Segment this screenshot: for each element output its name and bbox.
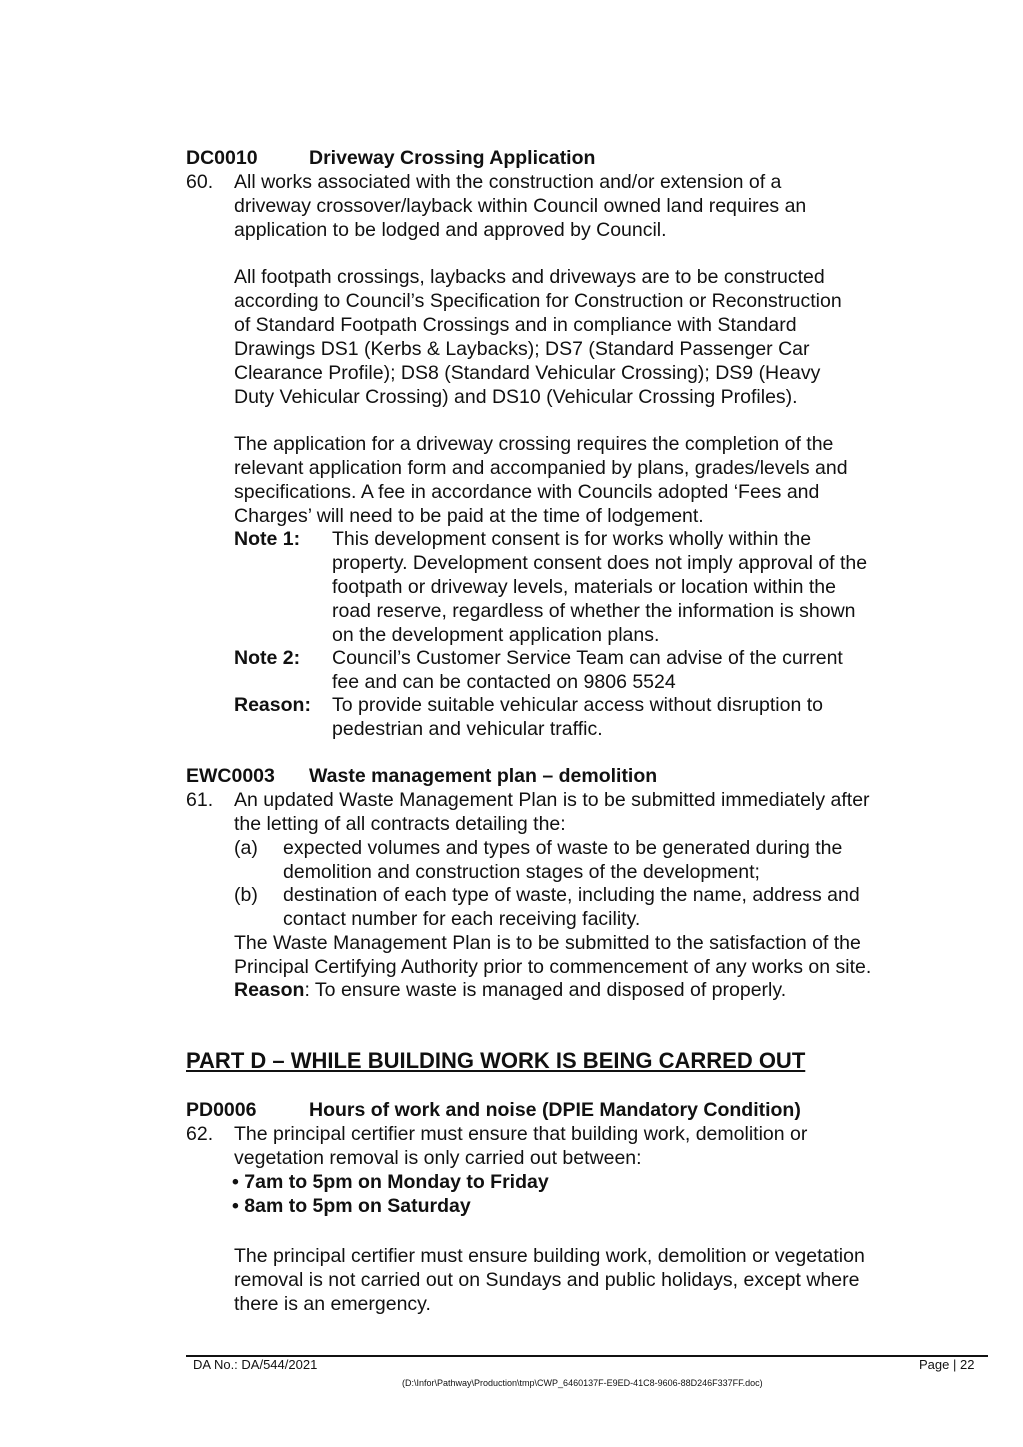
reason-label: Reason bbox=[234, 979, 305, 1001]
list-item-label: (b) bbox=[234, 884, 258, 906]
condition-title: Driveway Crossing Application bbox=[309, 147, 596, 169]
note-line: property. Development consent does not imply approval of the bbox=[332, 552, 868, 574]
bullet-item: • 7am to 5pm on Monday to Friday bbox=[232, 1171, 549, 1193]
paragraph-line: removal is not carried out on Sundays and public holidays, except where bbox=[234, 1269, 860, 1291]
footer-page-number: Page | 22 bbox=[919, 1357, 975, 1372]
paragraph-line: relevant application form and accompanied by plans, grades/levels and bbox=[234, 457, 848, 479]
paragraph-line: of Standard Footpath Crossings and in compliance with Standard bbox=[234, 314, 797, 336]
paragraph-line: specifications. A fee in accordance with Councils adopted ‘Fees and bbox=[234, 481, 820, 503]
paragraph-line: there is an emergency. bbox=[234, 1293, 431, 1315]
paragraph-line: The Waste Management Plan is to be submitted to the satisfaction of the bbox=[234, 932, 861, 954]
condition-number: 61. bbox=[186, 789, 214, 811]
list-item-line: expected volumes and types of waste to be generated during the bbox=[283, 837, 843, 859]
paragraph-line: The application for a driveway crossing requires the completion of the bbox=[234, 433, 834, 455]
paragraph-line: An updated Waste Management Plan is to be submitted immediately after bbox=[234, 789, 870, 811]
condition-code: PD0006 bbox=[186, 1099, 257, 1121]
paragraph-line: Duty Vehicular Crossing) and DS10 (Vehicular Crossing Profiles). bbox=[234, 386, 798, 408]
bullet-item: • 8am to 5pm on Saturday bbox=[232, 1195, 471, 1217]
paragraph-line: The principal certifier must ensure that building work, demolition or bbox=[234, 1123, 808, 1145]
paragraph-line: The principal certifier must ensure building work, demolition or vegetation bbox=[234, 1245, 865, 1267]
condition-number: 62. bbox=[186, 1123, 214, 1145]
paragraph-line: according to Council’s Specification for Construction or Reconstruction bbox=[234, 290, 842, 312]
reason-line bbox=[234, 978, 786, 1002]
note-line: on the development application plans. bbox=[332, 624, 660, 646]
paragraph-line: the letting of all contracts detailing the: bbox=[234, 813, 566, 835]
paragraph-line: Drawings DS1 (Kerbs & Laybacks); DS7 (Standard Passenger Car bbox=[234, 338, 810, 360]
paragraph-line: All works associated with the construction and/or extension of a bbox=[234, 171, 782, 193]
reason-text: : To ensure waste is managed and disposed of properly. bbox=[304, 979, 787, 1001]
note-label: Note 2: bbox=[234, 647, 301, 669]
paragraph-line: All footpath crossings, laybacks and driveways are to be constructed bbox=[234, 266, 825, 288]
paragraph-line: application to be lodged and approved by Council. bbox=[234, 219, 667, 241]
footer-file-path: (D:\Infor\Pathway\Production\tmp\CWP_6460137F-E9ED-41C8-9606-88D246F337FF.doc) bbox=[402, 1378, 763, 1388]
bullet-icon: • bbox=[232, 1195, 245, 1217]
list-item-line: contact number for each receiving facility. bbox=[283, 908, 641, 930]
paragraph-line: Clearance Profile); DS8 (Standard Vehicular Crossing); DS9 (Heavy bbox=[234, 362, 821, 384]
reason-line: To provide suitable vehicular access without disruption to bbox=[332, 694, 824, 716]
condition-number: 60. bbox=[186, 171, 214, 193]
condition-code: EWC0003 bbox=[186, 765, 275, 787]
paragraph-line: Principal Certifying Authority prior to commencement of any works on site. bbox=[234, 956, 872, 978]
bullet-icon: • bbox=[232, 1171, 245, 1193]
section-heading: PART D – WHILE BUILDING WORK IS BEING CARRED OUT bbox=[186, 1048, 806, 1073]
condition-code: DC0010 bbox=[186, 147, 258, 169]
note-label: Note 1: bbox=[234, 528, 301, 550]
list-item-line: demolition and construction stages of the development; bbox=[283, 861, 760, 883]
note-line: road reserve, regardless of whether the information is shown bbox=[332, 600, 856, 622]
condition-title: Waste management plan – demolition bbox=[309, 765, 658, 787]
note-line: This development consent is for works wholly within the bbox=[332, 528, 812, 550]
reason-line: pedestrian and vehicular traffic. bbox=[332, 718, 603, 740]
note-line: footpath or driveway levels, materials or location within the bbox=[332, 576, 836, 598]
paragraph-line: Charges’ will need to be paid at the time of lodgement. bbox=[234, 505, 704, 527]
paragraph-line: driveway crossover/layback within Council owned land requires an bbox=[234, 195, 807, 217]
footer-da-number: DA No.: DA/544/2021 bbox=[193, 1357, 318, 1372]
paragraph-line: vegetation removal is only carried out between: bbox=[234, 1147, 642, 1169]
condition-title: Hours of work and noise (DPIE Mandatory Condition) bbox=[309, 1099, 801, 1121]
note-line: fee and can be contacted on 9806 5524 bbox=[332, 671, 676, 693]
list-item-line: destination of each type of waste, including the name, address and bbox=[283, 884, 860, 906]
reason-label: Reason: bbox=[234, 694, 311, 716]
note-line: Council’s Customer Service Team can advise of the current bbox=[332, 647, 843, 669]
list-item-label: (a) bbox=[234, 837, 258, 859]
